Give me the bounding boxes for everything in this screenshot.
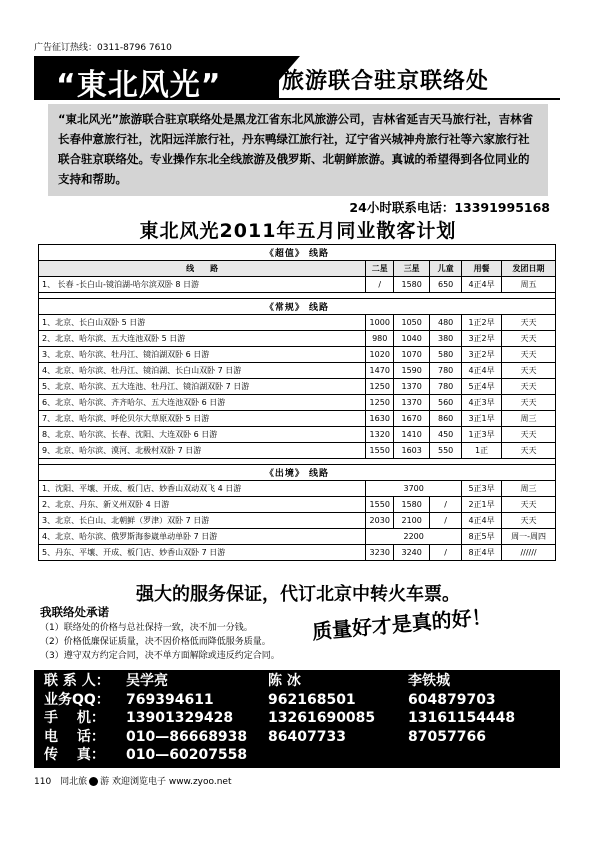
contact-row-fax bbox=[44, 746, 550, 765]
three-star-price: 1590 bbox=[394, 363, 430, 379]
route-cell: 5、北京、哈尔滨、五大连池、牡丹江、镜泊湖双卧 7 日游 bbox=[39, 379, 366, 395]
departure-cell: 周三 bbox=[502, 481, 556, 497]
child-price: 860 bbox=[430, 411, 462, 427]
route-cell: 9、北京、哈尔滨、漠河、北极村双卧 7 日游 bbox=[39, 443, 366, 459]
route-cell: 4、北京、哈尔滨、俄罗斯海参崴单动单卧 7 日游 bbox=[39, 529, 366, 545]
phone-number: 86407733 bbox=[268, 728, 346, 745]
section-header-row bbox=[39, 299, 556, 315]
two-star-price: 1250 bbox=[366, 395, 394, 411]
two-star-price: 1000 bbox=[366, 315, 394, 331]
column-header-row bbox=[39, 261, 556, 277]
meal-cell: 5正4早 bbox=[462, 379, 502, 395]
brand-dot-icon bbox=[89, 777, 98, 786]
departure-cell: 周五 bbox=[502, 277, 556, 293]
route-cell: 7、北京、哈尔滨、呼伦贝尔大草原双卧 5 日游 bbox=[39, 411, 366, 427]
table-row bbox=[39, 427, 556, 443]
child-price: 650 bbox=[430, 277, 462, 293]
route-cell: 3、北京、长白山、北朝鲜（罗津）双卧 7 日游 bbox=[39, 513, 366, 529]
meal-cell: 2正1早 bbox=[462, 497, 502, 513]
two-star-price: 1320 bbox=[366, 427, 394, 443]
two-star-price: 1550 bbox=[366, 497, 394, 513]
table-row bbox=[39, 347, 556, 363]
plan-title: 東北风光2011年五月同业散客计划 bbox=[139, 220, 457, 242]
two-star-price: 1020 bbox=[366, 347, 394, 363]
mobile-number: 13261690085 bbox=[268, 710, 376, 726]
route-cell: 1、北京、长白山双卧 5 日游 bbox=[39, 315, 366, 331]
three-star-price: 1070 bbox=[394, 347, 430, 363]
two-star-price: 1250 bbox=[366, 379, 394, 395]
contact-row-phone bbox=[44, 728, 550, 747]
logo-block bbox=[34, 56, 279, 103]
intro-paragraph: “東北风光”旅游联合驻京联络处是黑龙江省东北风旅游公司，吉林省延吉天马旅行社，吉林省长春仲意旅行社，沈阳远洋旅行社，丹东鸭绿江旅行社，辽宁省兴城神舟旅行社等六家旅行社 联合驻京联络处。专业操作东北全线旅游及俄罗斯、北朝鲜旅游。真诚的希望得到各位同业的支持和帮助。 bbox=[48, 104, 548, 196]
price-cell: 2200 bbox=[366, 529, 462, 545]
contact-row-mobile bbox=[44, 709, 550, 728]
section-title: 《常规》 线路 bbox=[39, 299, 556, 315]
three-star-price: 3240 bbox=[394, 545, 430, 561]
page-number: 110 bbox=[34, 777, 52, 787]
header-two-star: 二星 bbox=[366, 261, 394, 277]
section-header-row bbox=[39, 465, 556, 481]
meal-cell: 3正2早 bbox=[462, 331, 502, 347]
child-price: 780 bbox=[430, 363, 462, 379]
meal-cell: 4正4早 bbox=[462, 513, 502, 529]
route-cell: 2、北京、丹东、新义州双卧 4 日游 bbox=[39, 497, 366, 513]
contact-label: 业务QQ： bbox=[44, 691, 110, 708]
contact-row-qq bbox=[44, 691, 550, 710]
promise-item: （3）遵守双方约定合同，决不单方面解除或违反约定合同。 bbox=[40, 651, 280, 661]
table-row bbox=[39, 497, 556, 513]
three-star-price: 1040 bbox=[394, 331, 430, 347]
fax-number: 010—60207558 bbox=[126, 747, 248, 763]
section-header-row bbox=[39, 245, 556, 261]
promise-list bbox=[40, 621, 280, 663]
route-cell: 6、北京、哈尔滨、齐齐哈尔、五大连池双卧 6 日游 bbox=[39, 395, 366, 411]
child-price: 560 bbox=[430, 395, 462, 411]
route-cell: 1、沈阳、平壤、开成、板门店、妙香山双动双飞 4 日游 bbox=[39, 481, 366, 497]
two-star-price: 1630 bbox=[366, 411, 394, 427]
contact-name: 吴学亮 bbox=[126, 673, 168, 689]
two-star-price: 1470 bbox=[366, 363, 394, 379]
contact-row-names bbox=[44, 672, 550, 691]
footer-brand-suffix: 游 bbox=[100, 777, 110, 787]
route-cell: 5、丹东、平壤、开成、板门店、妙香山双卧 7 日游 bbox=[39, 545, 366, 561]
table-row bbox=[39, 513, 556, 529]
departure-cell: 天天 bbox=[502, 395, 556, 411]
two-star-price: 2030 bbox=[366, 513, 394, 529]
departure-cell: 天天 bbox=[502, 379, 556, 395]
contact-label: 传 真： bbox=[44, 747, 105, 763]
mobile-number: 13161154448 bbox=[408, 710, 516, 726]
table-row bbox=[39, 331, 556, 347]
departure-cell: 天天 bbox=[502, 513, 556, 529]
contact-block bbox=[34, 670, 560, 768]
child-price: 780 bbox=[430, 379, 462, 395]
route-cell: 2、北京、哈尔滨、五大连池双卧 5 日游 bbox=[39, 331, 366, 347]
departure-cell: 周一-周四 bbox=[502, 529, 556, 545]
child-price: 480 bbox=[430, 315, 462, 331]
tour-plan-table bbox=[38, 244, 556, 561]
header-departure: 发团日期 bbox=[502, 261, 556, 277]
phone-number: 87057766 bbox=[408, 728, 486, 745]
three-star-price: 1603 bbox=[394, 443, 430, 459]
two-star-price: / bbox=[366, 277, 394, 293]
meal-cell: 3正1早 bbox=[462, 411, 502, 427]
route-cell: 1、 长春 -长白山-镜泊湖-哈尔滨双卧 8 日游 bbox=[39, 277, 366, 293]
header-underline bbox=[279, 98, 560, 100]
meal-cell: 4正3早 bbox=[462, 395, 502, 411]
ad-hotline: 广告征订热线：0311-8796 7610 bbox=[34, 43, 172, 53]
footer-site: 欢迎浏览电子 www.zyoo.net bbox=[111, 777, 232, 787]
three-star-price: 1050 bbox=[394, 315, 430, 331]
three-star-price: 1370 bbox=[394, 379, 430, 395]
mobile-number: 13901329428 bbox=[126, 710, 234, 726]
departure-cell: 天天 bbox=[502, 427, 556, 443]
logo: “東北风光” bbox=[56, 68, 222, 103]
table-row bbox=[39, 481, 556, 497]
three-star-price: 1370 bbox=[394, 395, 430, 411]
meal-cell: 4正4早 bbox=[462, 363, 502, 379]
meal-cell: 3正2早 bbox=[462, 347, 502, 363]
promise-title: 我联络处承诺 bbox=[40, 605, 109, 619]
three-star-price: 2100 bbox=[394, 513, 430, 529]
departure-cell: 天天 bbox=[502, 443, 556, 459]
qq-number: 769394611 bbox=[126, 691, 214, 708]
table-row bbox=[39, 411, 556, 427]
header-child: 儿童 bbox=[430, 261, 462, 277]
header-three-star: 三星 bbox=[394, 261, 430, 277]
table-row bbox=[39, 443, 556, 459]
three-star-price: 1580 bbox=[394, 277, 430, 293]
departure-cell: 天天 bbox=[502, 331, 556, 347]
contact-label: 电 话： bbox=[44, 728, 105, 745]
route-cell: 4、北京、哈尔滨、牡丹江、镜泊湖、长白山双卧 7 日游 bbox=[39, 363, 366, 379]
three-star-price: 1580 bbox=[394, 497, 430, 513]
table-row bbox=[39, 529, 556, 545]
child-price: 550 bbox=[430, 443, 462, 459]
child-price: 450 bbox=[430, 427, 462, 443]
departure-cell: 天天 bbox=[502, 363, 556, 379]
two-star-price: 980 bbox=[366, 331, 394, 347]
child-price: / bbox=[430, 513, 462, 529]
page-header bbox=[34, 56, 560, 103]
table-row bbox=[39, 379, 556, 395]
contact-label: 手 机： bbox=[44, 710, 105, 726]
contact-label: 联 系 人： bbox=[44, 673, 110, 689]
page-footer bbox=[34, 774, 231, 787]
table-row bbox=[39, 395, 556, 411]
meal-cell: 5正3早 bbox=[462, 481, 502, 497]
route-cell: 8、北京、哈尔滨、长春、沈阳、大连双卧 6 日游 bbox=[39, 427, 366, 443]
phone-number: 010—86668938 bbox=[126, 728, 248, 745]
qq-number: 604879703 bbox=[408, 691, 496, 708]
header-route: 线 路 bbox=[39, 261, 366, 277]
header-meal: 用餐 bbox=[462, 261, 502, 277]
two-star-price: 1550 bbox=[366, 443, 394, 459]
table-row bbox=[39, 545, 556, 561]
child-price: 580 bbox=[430, 347, 462, 363]
promise-item: （2）价格低廉保证质量，决不因价格低而降低服务质量。 bbox=[40, 637, 271, 647]
meal-cell: 8正4早 bbox=[462, 545, 502, 561]
hotline-24h: 24小时联系电话：13391995168 bbox=[349, 200, 550, 215]
meal-cell: 1正3早 bbox=[462, 427, 502, 443]
table-row bbox=[39, 277, 556, 293]
quality-slogan: 质量好才是真的好！ bbox=[311, 604, 493, 644]
section-title: 《超值》 线路 bbox=[39, 245, 556, 261]
three-star-price: 1670 bbox=[394, 411, 430, 427]
table-row bbox=[39, 363, 556, 379]
meal-cell: 1正 bbox=[462, 443, 502, 459]
table-row bbox=[39, 315, 556, 331]
section-title: 《出境》 线路 bbox=[39, 465, 556, 481]
route-cell: 3、北京、哈尔滨、牡丹江、镜泊湖双卧 6 日游 bbox=[39, 347, 366, 363]
price-cell: 3700 bbox=[366, 481, 462, 497]
promise-item: （1）联络处的价格与总社保持一致，决不加一分钱。 bbox=[40, 623, 253, 633]
slogan: 强大的服务保证，代订北京中转火车票。 bbox=[136, 584, 460, 605]
meal-cell: 8正5早 bbox=[462, 529, 502, 545]
two-star-price: 3230 bbox=[366, 545, 394, 561]
departure-cell: 天天 bbox=[502, 497, 556, 513]
departure-cell: 天天 bbox=[502, 315, 556, 331]
contact-name: 陈 冰 bbox=[268, 673, 301, 689]
footer-brand: 同北旅 bbox=[60, 777, 88, 787]
child-price: / bbox=[430, 497, 462, 513]
qq-number: 962168501 bbox=[268, 691, 356, 708]
child-price: 380 bbox=[430, 331, 462, 347]
departure-cell: 周三 bbox=[502, 411, 556, 427]
child-price: / bbox=[430, 545, 462, 561]
contact-name: 李铁城 bbox=[408, 673, 450, 689]
departure-cell: ////// bbox=[502, 545, 556, 561]
meal-cell: 1正2早 bbox=[462, 315, 502, 331]
departure-cell: 天天 bbox=[502, 347, 556, 363]
header-title: 旅游联合驻京联络处 bbox=[282, 69, 490, 94]
meal-cell: 4正4早 bbox=[462, 277, 502, 293]
three-star-price: 1410 bbox=[394, 427, 430, 443]
